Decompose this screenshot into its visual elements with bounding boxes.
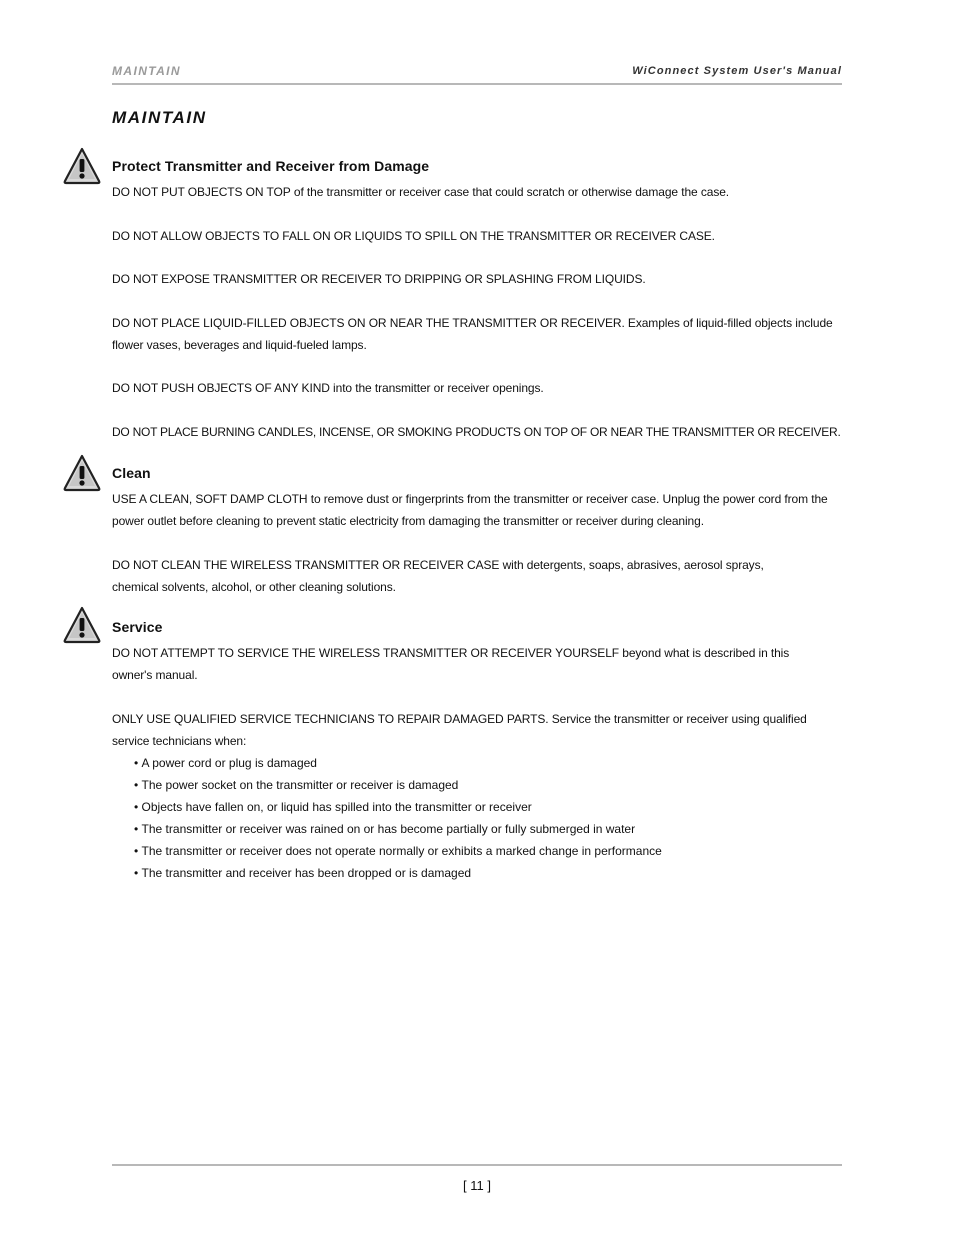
paragraph: DO NOT PUSH OBJECTS OF ANY KIND into the transmitter or receiver openings. [112,381,544,395]
list-item: • The transmitter and receiver has been dropped or is damaged [134,862,834,884]
paragraph: DO NOT PUT OBJECTS ON TOP of the transmitter or receiver case that could scratch or otherwise damage the case. [112,185,730,199]
warning-icon [62,453,102,493]
section-title-clean: Clean [112,465,151,481]
page-title: MAINTAIN [112,108,207,127]
warning-icon [62,146,102,186]
warning-icon [62,605,102,645]
section-title-protect: Protect Transmitter and Receiver from Damage [112,158,430,174]
service-conditions-list [134,752,834,884]
paragraph: DO NOT ATTEMPT TO SERVICE THE WIRELESS TRANSMITTER OR RECEIVER YOURSELF beyond what is described in this owner's manual. [112,646,790,682]
header-divider [112,83,842,85]
paragraph: ONLY USE QUALIFIED SERVICE TECHNICIANS TO REPAIR DAMAGED PARTS. Service the transmitter or receiver using qualified service technicians when: [112,712,807,748]
page-number: [ 11 ] [463,1178,491,1193]
paragraph: DO NOT ALLOW OBJECTS TO FALL ON OR LIQUIDS TO SPILL ON THE TRANSMITTER OR RECEIVER CASE. [112,229,715,243]
footer-divider [112,1164,842,1166]
paragraph: USE A CLEAN, SOFT DAMP CLOTH to remove dust or fingerprints from the transmitter or receiver case. Unplug the power cord from the power outlet before cleaning to prevent static electricity from damaging the transmitter or receiver during cleaning. [112,492,828,528]
header-manual-title: WiConnect System User's Manual [632,65,842,77]
paragraph: DO NOT EXPOSE TRANSMITTER OR RECEIVER TO DRIPPING OR SPLASHING FROM LIQUIDS. [112,272,646,286]
paragraph: DO NOT PLACE LIQUID-FILLED OBJECTS ON OR NEAR THE TRANSMITTER OR RECEIVER. Examples of liquid-filled objects include flower vases, beverages and liquid-fueled lamps. [112,316,833,352]
list-item: • Objects have fallen on, or liquid has spilled into the transmitter or receiver [134,796,834,818]
paragraph: DO NOT PLACE BURNING CANDLES, INCENSE, OR SMOKING PRODUCTS ON TOP OF OR NEAR THE TRANSMITTER OR RECEIVER. [112,425,841,439]
paragraph: DO NOT CLEAN THE WIRELESS TRANSMITTER OR RECEIVER CASE with detergents, soaps, abrasives, aerosol sprays, chemical solvents, alcohol, or other cleaning solutions. [112,558,764,594]
list-item: • The power socket on the transmitter or receiver is damaged [134,774,834,796]
section-title-service: Service [112,619,163,635]
list-item: • The transmitter or receiver was rained on or has become partially or fully submerged in water [134,818,834,840]
list-item: • The transmitter or receiver does not operate normally or exhibits a marked change in performance [134,840,834,862]
running-header [112,64,842,84]
list-item: • A power cord or plug is damaged [134,752,834,774]
header-section-label: MAINTAIN [112,64,181,78]
